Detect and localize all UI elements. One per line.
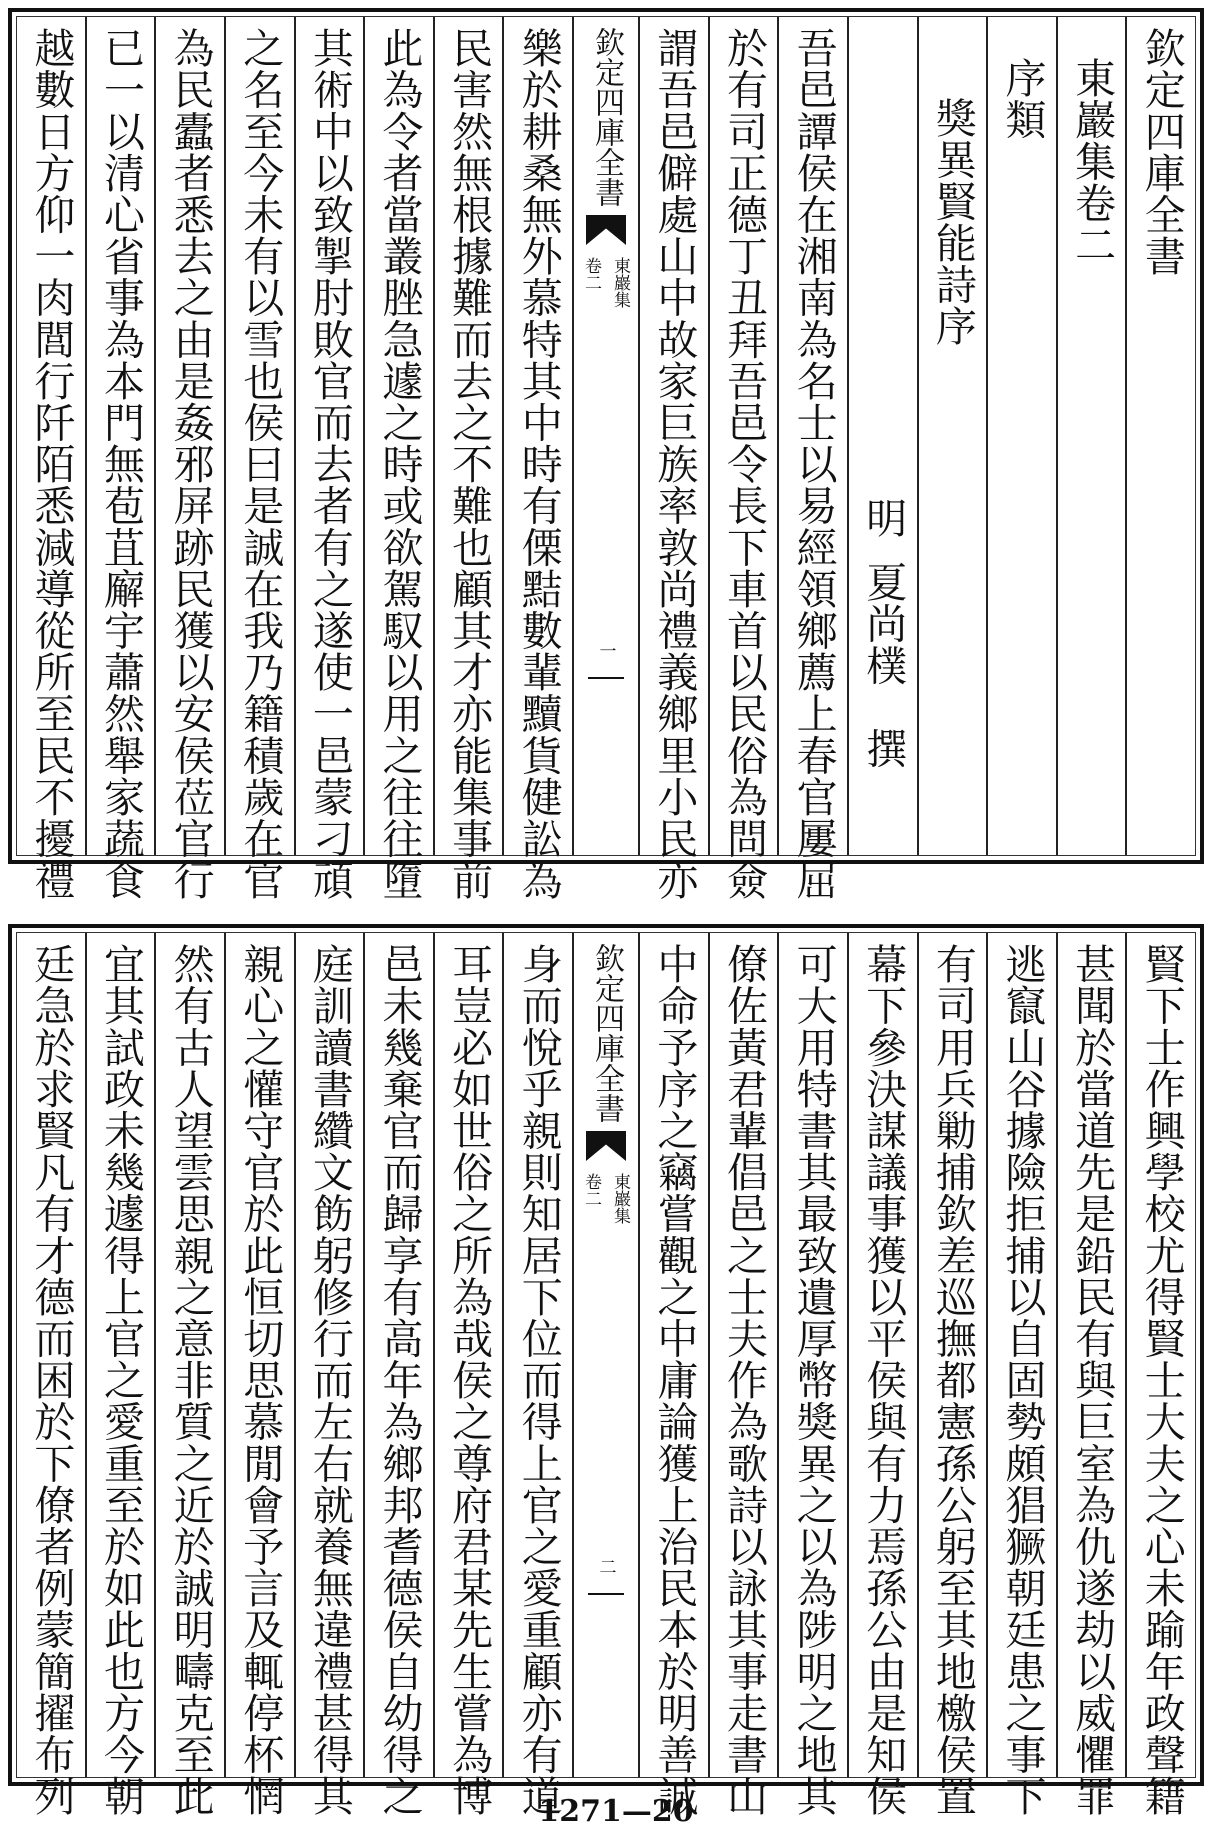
text-column [224, 933, 294, 1817]
author-column [847, 17, 917, 855]
text-column [847, 933, 917, 1817]
book-title-column [1056, 17, 1126, 855]
text-line: 廷急於求賢凡有才德而困於下僚者例蒙簡擢布列 [27, 943, 76, 1817]
text-line: 耳豈必如世俗之所為哉侯之尊府君某先生嘗為博 [445, 943, 494, 1817]
text-column [294, 933, 364, 1817]
text-column [363, 17, 433, 901]
fold-page-number: 一 [595, 642, 616, 659]
top-page-panel [8, 8, 1204, 901]
text-line: 越數日方仰一肉閭行阡陌悉減導從所至民不擾禮 [27, 27, 76, 901]
fishtail-mark [586, 1131, 626, 1161]
text-column [708, 933, 778, 1817]
fold-sub-right: 東巖集 [610, 1173, 630, 1224]
text-column [638, 17, 708, 901]
text-line: 甚聞於當道先是鉛民有與巨室為仇遂劫以威懼罪 [1068, 943, 1117, 1817]
text-column [502, 17, 572, 901]
text-column [708, 17, 778, 901]
center-fold [572, 933, 638, 1777]
fold-sub-right: 東巖集 [610, 257, 630, 308]
text-line: 幕下參決謀議事獲以平侯與有力焉孫公由是知侯 [859, 943, 908, 1817]
text-line: 然有古人望雲思親之意非質之近於誠明疇克至此 [166, 943, 215, 1817]
section-column [986, 17, 1056, 855]
text-line: 宜其試政未幾遽得上官之愛重至於如此也方今朝 [96, 943, 145, 1817]
author-dynasty: 明 [859, 497, 908, 539]
text-line: 此為令者當叢脞急遽之時或欲駕馭以用之往往墮 [375, 27, 424, 901]
text-line: 邑未幾棄官而歸享有高年為鄉邦耆德侯自幼得之 [375, 943, 424, 1817]
essay-title: 獎異賢能詩序 [928, 97, 977, 347]
text-line: 有司用兵勦捕欽差巡撫都憲孫公躬至其地檄侯置 [928, 943, 977, 1817]
text-line: 已一以清心省事為本門無苞苴廨宇蕭然舉家蔬食 [96, 27, 145, 901]
author-name: 夏尚樸 撰 [859, 560, 908, 769]
text-line: 中命予序之竊嘗觀之中庸論獲上治民本於明善誠 [650, 943, 699, 1817]
text-line: 賢下士作興學校尤得賢士大夫之心未踰年政聲籍 [1137, 943, 1186, 1817]
text-line: 其術中以致掣肘敗官而去者有之遂使一邑蒙刁頑 [305, 27, 354, 901]
text-line: 民害然無根據難而去之不難也顧其才亦能集事前 [445, 27, 494, 901]
fold-book-title: 欽定四庫全書 [589, 27, 624, 207]
text-column [17, 17, 85, 901]
text-column [777, 17, 847, 901]
fold-rule [588, 677, 624, 679]
text-column [433, 933, 503, 1817]
text-line: 吾邑譚侯在湘南為名士以易經領鄉薦上春官屢屈 [789, 27, 838, 901]
top-page-grid [16, 16, 1196, 901]
fold-subtitle [579, 257, 633, 308]
text-line: 之名至今未有以雪也侯曰是誠在我乃籍積歲在官 [236, 27, 285, 901]
text-column [154, 933, 224, 1817]
text-column [85, 933, 155, 1817]
text-column [17, 933, 85, 1817]
fold-rule [588, 1593, 624, 1595]
essay-title-column [917, 17, 987, 855]
header-column [1125, 17, 1195, 855]
text-column [433, 17, 503, 901]
section-label: 序類 [998, 57, 1047, 141]
text-line: 可大用特書其最致遺厚幣獎異之以為陟明之地其 [789, 943, 838, 1817]
text-column [154, 17, 224, 901]
fold-sub-left: 卷二 [581, 257, 601, 291]
fishtail-mark [586, 215, 626, 245]
text-column [638, 933, 708, 1817]
center-fold [572, 17, 638, 855]
text-line: 庭訓讀書纘文飭躬修行而左右就養無違禮甚得其 [305, 943, 354, 1817]
text-column [986, 933, 1056, 1817]
text-column [85, 17, 155, 901]
text-column [294, 17, 364, 901]
text-line: 親心之懽守官於此恒切思慕閒會予言及輒停杯惘 [236, 943, 285, 1817]
text-column [224, 17, 294, 901]
fold-sub-left: 卷二 [581, 1173, 601, 1207]
text-column [917, 933, 987, 1817]
text-line: 逃竄山谷據險拒捕以自固勢頗猖獗朝廷患之事下 [998, 943, 1047, 1817]
header-title: 欽定四庫全書 [1137, 27, 1186, 277]
text-column [1125, 933, 1195, 1817]
fold-page-number: 二 [595, 1558, 616, 1575]
text-line: 為民蠹者悉去之由是姦邪屏跡民獲以安侯莅官行 [166, 27, 215, 901]
text-column [777, 933, 847, 1817]
text-column [1056, 933, 1126, 1817]
text-line: 僚佐黃君輩倡邑之士夫作為歌詩以詠其事走書山 [719, 943, 768, 1817]
fold-subtitle [579, 1173, 633, 1224]
page-footer-number: 1271—20 [538, 1794, 694, 1829]
text-column [363, 933, 433, 1817]
text-line: 樂於耕桑無外慕特其中時有傈黠數輩黷貨健訟為 [514, 27, 563, 901]
fold-book-title: 欽定四庫全書 [589, 943, 624, 1123]
text-column [502, 933, 572, 1817]
text-line: 於有司正德丁丑拜吾邑令長下車首以民俗為問僉 [719, 27, 768, 901]
book-title: 東巖集卷二 [1068, 57, 1117, 265]
text-line: 身而悅乎親則知居下位而得上官之愛重顧亦有道 [514, 943, 563, 1817]
text-line: 謂吾邑僻處山中故家巨族率敦尚禮義鄉里小民亦 [650, 27, 699, 901]
